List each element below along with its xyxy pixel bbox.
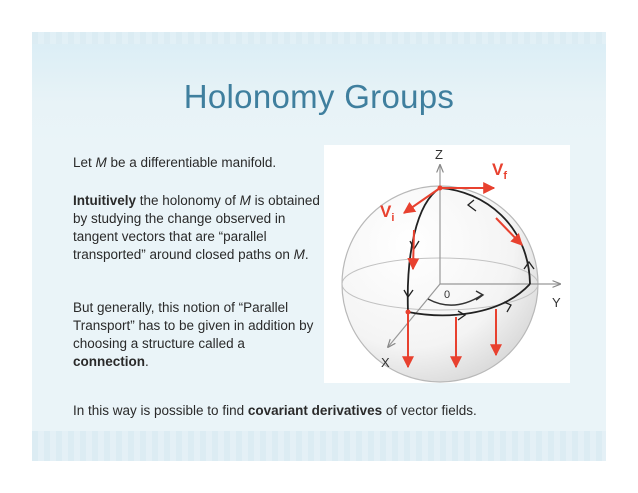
p4-bold: covariant derivatives [247,403,383,418]
bottom-border-pattern [32,431,606,461]
p4-end: of vector fields. [382,403,477,418]
p1-var: M [95,155,107,170]
vi-letter: V [380,202,392,221]
x-axis-label: X [381,355,390,370]
corner-point [406,310,411,315]
paragraph-connection [73,299,323,371]
p2-bold: Intuitively [73,193,137,208]
origin-label: 0 [444,289,451,301]
vi-subscript: i [391,212,395,224]
p2-mid: is obtained by studying the change observed in tangent vectors that are “parallel transported” around closed paths on [73,193,320,262]
paragraph-covariant [73,402,573,420]
start-point [438,186,443,191]
p3-bold: connection [73,354,146,369]
p2-var1: M [239,193,251,208]
vf-label [492,160,507,182]
p3-pre: But generally, this notion of “Parallel Transport” has to be given in addition by choosing a structure called a [73,300,314,351]
z-axis-label: Z [435,147,443,162]
top-border-pattern [32,32,606,44]
vf-subscript: f [503,170,508,182]
paragraph-intuitively [73,192,323,264]
paragraph-manifold [73,154,323,172]
p2-pre: the holonomy of [136,193,240,208]
y-axis-label: Y [552,295,561,310]
p2-end: . [304,247,309,262]
p3-end: . [145,354,149,369]
p1-pre: Let [73,155,96,170]
vector-left-1 [413,230,414,269]
p2-var2: M [293,247,305,262]
vf-letter: V [492,160,504,179]
slide [32,32,606,461]
p4-pre: In this way is possible to find [73,403,248,418]
holonomy-sphere-figure [324,145,570,383]
sphere-diagram [324,145,570,383]
p1-post: be a differentiable manifold. [106,155,277,170]
slide-title: Holonomy Groups [183,78,455,115]
